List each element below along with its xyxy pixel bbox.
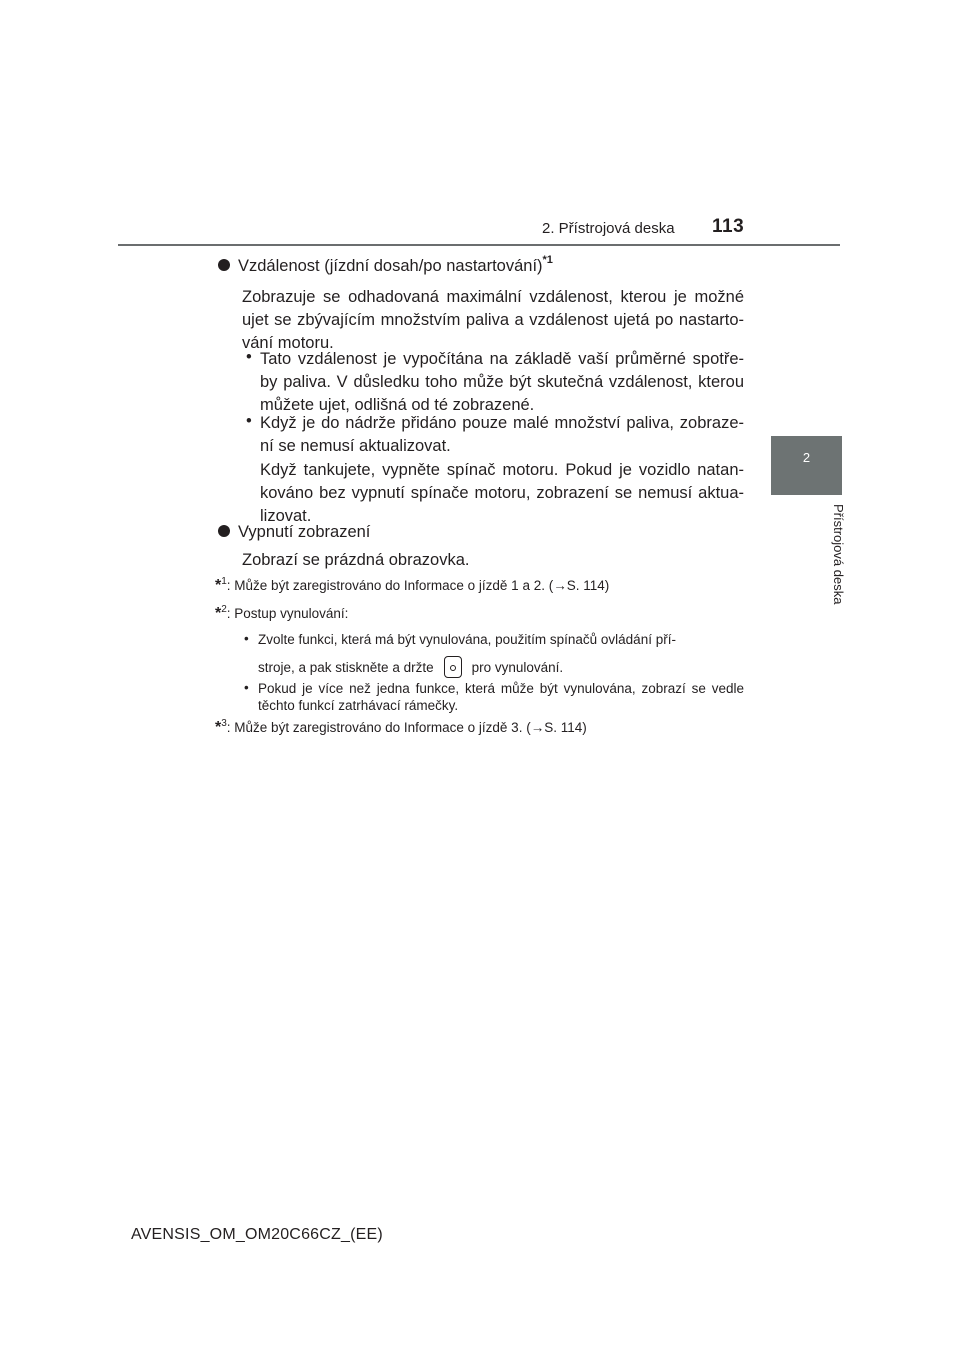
sub-bullet-text: Tato vzdálenost je vypočítána na základě vaší průměrné spotře-by paliva. V důsledku toho může být skutečná vzdálenost, kterou můžete ujet, odlišná od té zobrazené.	[260, 350, 744, 415]
section-title: 2. Přístrojová deska	[542, 220, 675, 237]
chapter-number: 2	[802, 450, 811, 465]
asterisk-icon: *	[215, 719, 222, 736]
footnote-3: *$^3$: Může být zaregistrováno do Informace o jízdě 3. (→S. 114)	[215, 718, 587, 736]
footnote-1: *$^1$: Může být zaregistrováno do Informace o jízdě 1 a 2. (→S. 114)	[215, 576, 610, 594]
page-number: 113	[712, 216, 745, 237]
bullet-icon	[218, 525, 230, 537]
item-description-distance: Zobrazuje se odhadovaná maximální vzdálenost, kterou je možné ujet se zbývajícím množstvím paliva a vzdálenost ujetá po nastarto-vání motoru.	[242, 288, 744, 353]
document-code: AVENSIS_OM_OM20C66CZ_(EE)	[131, 1226, 383, 1243]
footnote-2-bullet-2: Pokud je více než jedna funkce, která může být vynulována, zobrazí se vedle těchto funkcí zatrhávací rámečky.	[258, 681, 744, 713]
asterisk-icon: *	[215, 605, 222, 622]
chapter-label: Přístrojová deska	[831, 504, 846, 605]
sub-bullet-text: Když je do nádrže přidáno pouze malé množství paliva, zobraze-ní se nemusí aktualizovat.	[260, 414, 744, 456]
reset-button-icon	[444, 656, 462, 678]
asterisk-icon: *	[215, 577, 222, 594]
chapter-tab	[771, 436, 842, 495]
sub-bullet-icon: •	[246, 348, 252, 366]
footnote-marker: *1	[542, 254, 553, 266]
sub-bullet-icon: •	[244, 680, 249, 695]
bullet-icon	[218, 259, 230, 271]
footnote-2-bullet-1-cont: stroje, a pak stiskněte a držte pro vynulování.	[258, 656, 744, 678]
sub-bullet-extra: Když tankujete, vypněte spínač motoru. Pokud je vozidlo natan-kováno bez vypnutí spínače motoru, zobrazení se nemusí aktua-lizovat.	[260, 461, 744, 526]
footnote-2: *$^2$: Postup vynulování:	[215, 604, 349, 622]
item-title-distance: Vzdálenost (jízdní dosah/po nastartování)$^{*1}$	[218, 254, 553, 276]
footnote-2-bullet-1: Zvolte funkci, která má být vynulována, použitím spínačů ovládání pří-	[258, 632, 676, 647]
sub-bullet-icon: •	[244, 631, 249, 646]
sub-bullet-icon: •	[246, 412, 252, 430]
item-title-display-off: Vypnutí zobrazení	[218, 523, 370, 542]
header-divider	[118, 244, 840, 246]
item-description-display-off: Zobrazí se prázdná obrazovka.	[242, 551, 470, 569]
